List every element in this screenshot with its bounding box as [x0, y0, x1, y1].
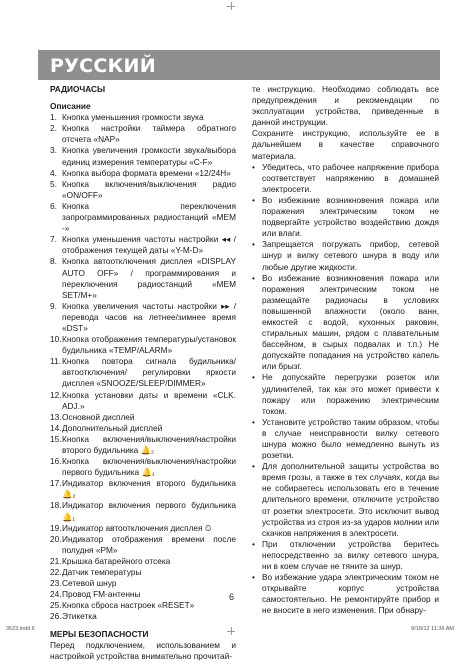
- item-text: Кнопка сброса настроек «RESET»: [62, 600, 195, 611]
- safety-bullet: [252, 417, 439, 461]
- bullet-text: При отключении устройства беритесь непосредственно за вилку сетевого шнура, ни в коем случае не тяните за шнур.: [262, 538, 439, 572]
- item-text: Кнопка уменьшения частоты настройки ◂◂ / отображения текущей даты «Y-M-D»: [62, 234, 236, 256]
- item-text: Кнопка увеличения громкости звука/выбора единиц измерения температуры «C-F»: [62, 145, 236, 167]
- item-text: Датчик температуры: [62, 567, 142, 578]
- description-item: [50, 534, 236, 556]
- right-column: [252, 84, 439, 617]
- item-number: 6.: [50, 200, 57, 211]
- item-text: Кнопка автоотключения дисплея «DISPLAY AUTO OFF» / программирования и переключения радиостанций «MEM SET/M+»: [62, 256, 236, 300]
- page-number: 6: [229, 592, 235, 602]
- safety-bullet: [252, 461, 439, 539]
- item-text: Кнопка переключения запрограммированных радиостанций «MEM -»: [62, 200, 236, 234]
- language-title: РУССКИЙ: [50, 55, 156, 77]
- description-item: [50, 112, 236, 123]
- print-footer-date: 8/18/12 11:36 AM: [411, 626, 454, 632]
- safety-list: [252, 162, 439, 617]
- description-item: [50, 356, 236, 389]
- bullet-text: Не допускайте перегрузки розеток или удлинителей, так как это может привести к пожару или поражению электрическим током.: [262, 372, 439, 416]
- print-footer-file: 3523.indd 6: [6, 626, 35, 632]
- safety-heading: МЕРЫ БЕЗОПАСНОСТИ: [50, 628, 149, 639]
- item-number: 25.: [50, 600, 62, 611]
- bullet-text: Установите устройство таким образом, чтобы в случае неисправности вилку сетевого шнура можно было немедленно вынуть из розетки.: [262, 416, 439, 461]
- bullet-text: Во избежание удара электрическим током не открывайте корпус устройства самостоятельно. Не ремонтируйте прибор и не вносите в него изменения. При обнару-: [262, 572, 439, 616]
- instruction-note: те инструкцию. Необходимо соблюдать все предупреждения и рекомендации по эксплуатации устройства, приведенные в данной инструкции.: [252, 84, 439, 128]
- item-number: 16.: [50, 456, 62, 467]
- item-text: Основной дисплей: [62, 411, 135, 422]
- item-text: Дополнительный дисплей: [62, 422, 163, 433]
- bullet-dot-icon: •: [252, 239, 255, 250]
- item-text: Сетевой шнур: [62, 578, 117, 589]
- safety-bullet: [252, 539, 439, 572]
- description-item: [50, 456, 236, 478]
- description-item: [50, 600, 236, 611]
- bullet-text: Убедитесь, что рабочее напряжение прибора соответствует напряжению в домашней электросети.: [262, 161, 439, 194]
- item-number: 4.: [50, 167, 57, 178]
- item-text: Кнопка установки даты и времени «CLK. ADJ.»: [62, 389, 236, 411]
- description-item: [50, 556, 236, 567]
- item-number: 17.: [50, 478, 62, 489]
- description-item: [50, 334, 236, 356]
- item-text: Индикатор включения второго будильника 🔔₂: [62, 478, 236, 500]
- description-item: [50, 201, 236, 234]
- bullet-dot-icon: •: [252, 161, 255, 172]
- bullet-text: Во избежание возникновения пожара или поражения электрическим током не подвергайте устройство воздействию дождя или влаги.: [262, 194, 439, 239]
- item-number: 24.: [50, 589, 62, 600]
- item-number: 9.: [50, 300, 57, 311]
- description-item: [50, 589, 236, 600]
- safety-bullet: [252, 195, 439, 239]
- bullet-text: Для дополнительной защиты устройства во время грозы, а также в тех случаях, когда вы не собираетесь использовать его в течение длительного времени, отключите устройство от розетки электросети. Это исключит вывод устройства из строя из-за ударов молнии или скачков напряжения в электросети.: [262, 461, 439, 538]
- description-item: [50, 390, 236, 412]
- bullet-dot-icon: •: [252, 572, 255, 583]
- safety-bullet: [252, 273, 439, 373]
- safety-bullet: [252, 239, 439, 272]
- item-number: 23.: [50, 578, 62, 589]
- item-number: 14.: [50, 422, 62, 433]
- safety-bullet: [252, 572, 439, 616]
- instruction-note-2: Сохраните инструкцию, используйте ее в дальнейшем в качестве справочного материала.: [252, 128, 439, 161]
- bullet-dot-icon: •: [252, 194, 255, 205]
- item-text: Провод FM-антенны: [62, 589, 141, 600]
- registration-mark-top: [227, 2, 235, 10]
- item-number: 19.: [50, 522, 62, 533]
- item-number: 7.: [50, 234, 57, 245]
- bullet-dot-icon: •: [252, 272, 255, 283]
- item-text: Кнопка включения/выключения радио «ON/OFF»: [62, 178, 236, 200]
- description-item: [50, 145, 236, 167]
- safety-intro: Перед подключением, использованием и настройкой устройства внимательно прочитай-: [50, 639, 236, 661]
- item-number: 2.: [50, 123, 57, 134]
- item-text: Кнопка настройки таймера обратного отсчета «NAP»: [62, 123, 236, 145]
- item-number: 21.: [50, 555, 62, 566]
- item-text: Кнопка увеличения частоты настройки ▸▸ / перевода часов на летнее/зимнее время «DST»: [62, 300, 236, 333]
- item-number: 8.: [50, 256, 57, 267]
- bullet-dot-icon: •: [252, 372, 255, 383]
- bullet-dot-icon: •: [252, 416, 255, 427]
- left-column: [50, 84, 236, 662]
- description-item: [50, 611, 236, 622]
- description-item: [50, 168, 236, 179]
- item-number: 22.: [50, 567, 62, 578]
- item-number: 5.: [50, 178, 57, 189]
- item-number: 12.: [50, 389, 62, 400]
- description-item: [50, 434, 236, 456]
- item-text: Кнопка повтора сигнала будильника/автоотключения/ регулировки яркости дисплея «SNOOZE/SLEEP/DIMMER»: [62, 356, 236, 389]
- description-item: [50, 234, 236, 256]
- description-item: [50, 423, 236, 434]
- item-text: Кнопка включения/выключения/настройки первого будильника 🔔₁: [62, 456, 236, 478]
- item-text: Индикатор автоотключения дисплея ⏲: [62, 522, 212, 533]
- description-list: [50, 112, 236, 622]
- item-text: Индикатор отображения времени после полудня «PM»: [62, 533, 236, 555]
- item-text: Кнопка включения/выключения/настройки второго будильника 🔔₂: [62, 433, 236, 455]
- item-text: Кнопка выбора формата времени «12/24H»: [62, 167, 231, 178]
- bullet-dot-icon: •: [252, 538, 255, 549]
- item-number: 20.: [50, 533, 62, 544]
- registration-mark-bottom: [227, 627, 235, 635]
- item-text: Индикатор включения первого будильника 🔔₁: [62, 500, 236, 522]
- item-number: 15.: [50, 433, 62, 444]
- description-item: [50, 179, 236, 201]
- item-text: Крышка батарейного отсека: [62, 555, 171, 566]
- safety-bullet: [252, 372, 439, 416]
- item-text: Кнопка отображения температуры/установок будильника «TEMP/ALARM»: [62, 334, 236, 356]
- item-number: 3.: [50, 145, 57, 156]
- item-number: 13.: [50, 411, 62, 422]
- description-item: [50, 578, 236, 589]
- description-item: [50, 412, 236, 423]
- item-number: 26.: [50, 611, 62, 622]
- item-number: 10.: [50, 334, 62, 345]
- description-item: [50, 123, 236, 145]
- item-number: 18.: [50, 500, 62, 511]
- bullet-dot-icon: •: [252, 461, 255, 472]
- item-text: Кнопка уменьшения громкости звука: [62, 112, 204, 123]
- section-heading: РАДИОЧАСЫ: [50, 84, 106, 94]
- item-number: 1.: [50, 112, 57, 123]
- bullet-text: Запрещается погружать прибор, сетевой шнур и вилку сетевого шнура в воду или любые другие жидкости.: [262, 239, 439, 272]
- description-item: [50, 500, 236, 522]
- item-number: 11.: [50, 356, 61, 367]
- item-text: Этикетка: [62, 611, 97, 622]
- description-item: [50, 256, 236, 300]
- description-item: [50, 523, 236, 534]
- safety-bullet: [252, 162, 439, 195]
- description-item: [50, 301, 236, 334]
- bullet-text: Во избежание возникновения пожара или поражения электрическим током не размещайте радиочасы в условиях повышенной влажности (около ванн, емкостей с водой, кухонных раковин, стиральных машин, рядом с плавательным бассейном, в сырых подвалах и т.п.) Не допускайте попадания на устройство капель или брызг.: [262, 272, 439, 372]
- description-heading: Описание: [50, 101, 91, 112]
- description-item: [50, 567, 236, 578]
- description-item: [50, 478, 236, 500]
